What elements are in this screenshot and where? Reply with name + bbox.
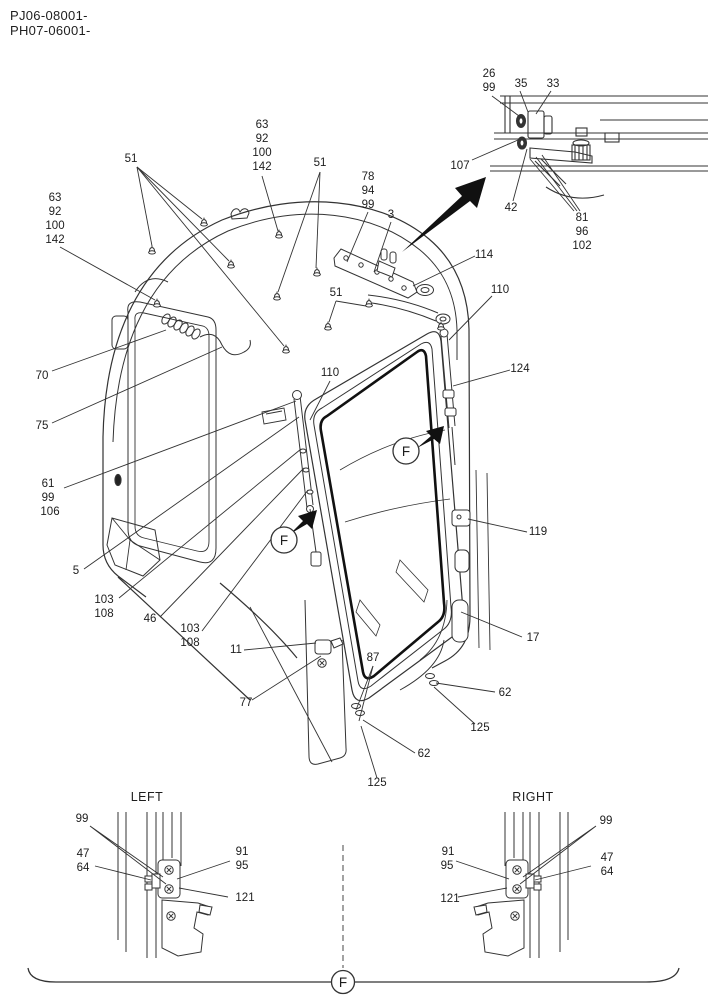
callout-107: 107 <box>450 160 470 172</box>
callout-leader-lines <box>52 167 527 778</box>
callout-64-bl: 64 <box>76 862 90 874</box>
callout-103-b: 103 <box>180 623 200 635</box>
cab-body-outline <box>103 202 490 765</box>
callout-46: 46 <box>143 613 157 625</box>
callout-61: 61 <box>41 478 55 490</box>
callout-124: 124 <box>510 363 530 375</box>
callout-51-left: 51 <box>124 153 138 165</box>
callout-96: 96 <box>575 226 589 238</box>
callout-142-left: 142 <box>45 234 65 246</box>
callout-75: 75 <box>35 420 49 432</box>
callout-26: 26 <box>482 68 496 80</box>
front-window-frame <box>305 332 464 716</box>
callout-108-b: 108 <box>180 637 200 649</box>
callout-110-right: 110 <box>490 284 510 296</box>
callout-95-br: 95 <box>440 860 454 872</box>
callout-92-left: 92 <box>48 206 62 218</box>
callout-87: 87 <box>366 652 380 664</box>
callout-114: 114 <box>474 249 494 261</box>
callout-125-right: 125 <box>470 722 490 734</box>
callout-3: 3 <box>387 209 395 221</box>
callout-91-br: 91 <box>441 846 455 858</box>
callout-100-top: 100 <box>252 147 272 159</box>
callout-11: 11 <box>230 644 242 656</box>
callout-47-bl: 47 <box>76 848 90 860</box>
callout-47-br: 47 <box>600 852 614 864</box>
callout-51-mid: 51 <box>313 157 327 169</box>
callout-121-br: 121 <box>440 893 460 905</box>
left-view-title: LEFT <box>130 790 164 804</box>
callout-100-left: 100 <box>45 220 65 232</box>
callout-51-center: 51 <box>329 287 343 299</box>
callout-17: 17 <box>526 632 540 644</box>
callout-63-left: 63 <box>48 192 62 204</box>
callout-78: 78 <box>361 171 375 183</box>
callout-95-bl: 95 <box>235 860 249 872</box>
callout-91-bl: 91 <box>235 846 249 858</box>
mount-detail-inset <box>490 96 708 198</box>
wiring-spring-parts <box>135 279 250 355</box>
callout-33: 33 <box>546 78 560 90</box>
right-view-title: RIGHT <box>512 790 554 804</box>
callout-99-br: 99 <box>599 815 613 827</box>
callout-102: 102 <box>572 240 592 252</box>
callout-125-lower: 125 <box>367 777 387 789</box>
callout-94: 94 <box>361 185 375 197</box>
callout-108-a: 108 <box>94 608 114 620</box>
view-titles <box>131 790 554 804</box>
model-code-line2: PH07-06001- <box>10 23 91 38</box>
callout-35: 35 <box>514 78 528 90</box>
callout-77: 77 <box>239 697 253 709</box>
model-code-line1: PJ06-08001- <box>10 8 88 23</box>
roof-hinge-assembly <box>334 249 450 324</box>
callout-62-lower: 62 <box>417 748 431 760</box>
callout-110-center: 110 <box>320 367 340 379</box>
callout-106: 106 <box>40 506 60 518</box>
f-marker-bottom: F <box>338 975 348 990</box>
callout-92-top: 92 <box>255 133 269 145</box>
callout-99-inset: 99 <box>482 82 496 94</box>
detail-view-right <box>456 812 596 958</box>
callout-99-bl: 99 <box>75 813 89 825</box>
callout-62-right: 62 <box>498 687 512 699</box>
detail-view-left <box>90 812 230 958</box>
callout-42: 42 <box>504 202 518 214</box>
callout-99-hinge: 99 <box>361 199 375 211</box>
arrow-to-inset <box>402 177 486 252</box>
callout-70: 70 <box>35 370 49 382</box>
f-marker-right: F <box>401 444 411 459</box>
callout-142-top: 142 <box>252 161 272 173</box>
callout-121-bl: 121 <box>235 892 255 904</box>
f-marker-left: F <box>279 533 289 548</box>
callout-63-top: 63 <box>255 119 269 131</box>
callout-81: 81 <box>575 212 589 224</box>
callout-64-br: 64 <box>600 866 614 878</box>
callout-5: 5 <box>72 565 80 577</box>
gas-strut-right <box>440 329 456 465</box>
callout-103-a: 103 <box>94 594 114 606</box>
drawing-code-header <box>10 8 91 38</box>
callout-119: 119 <box>528 526 548 538</box>
callout-99-left: 99 <box>41 492 55 504</box>
